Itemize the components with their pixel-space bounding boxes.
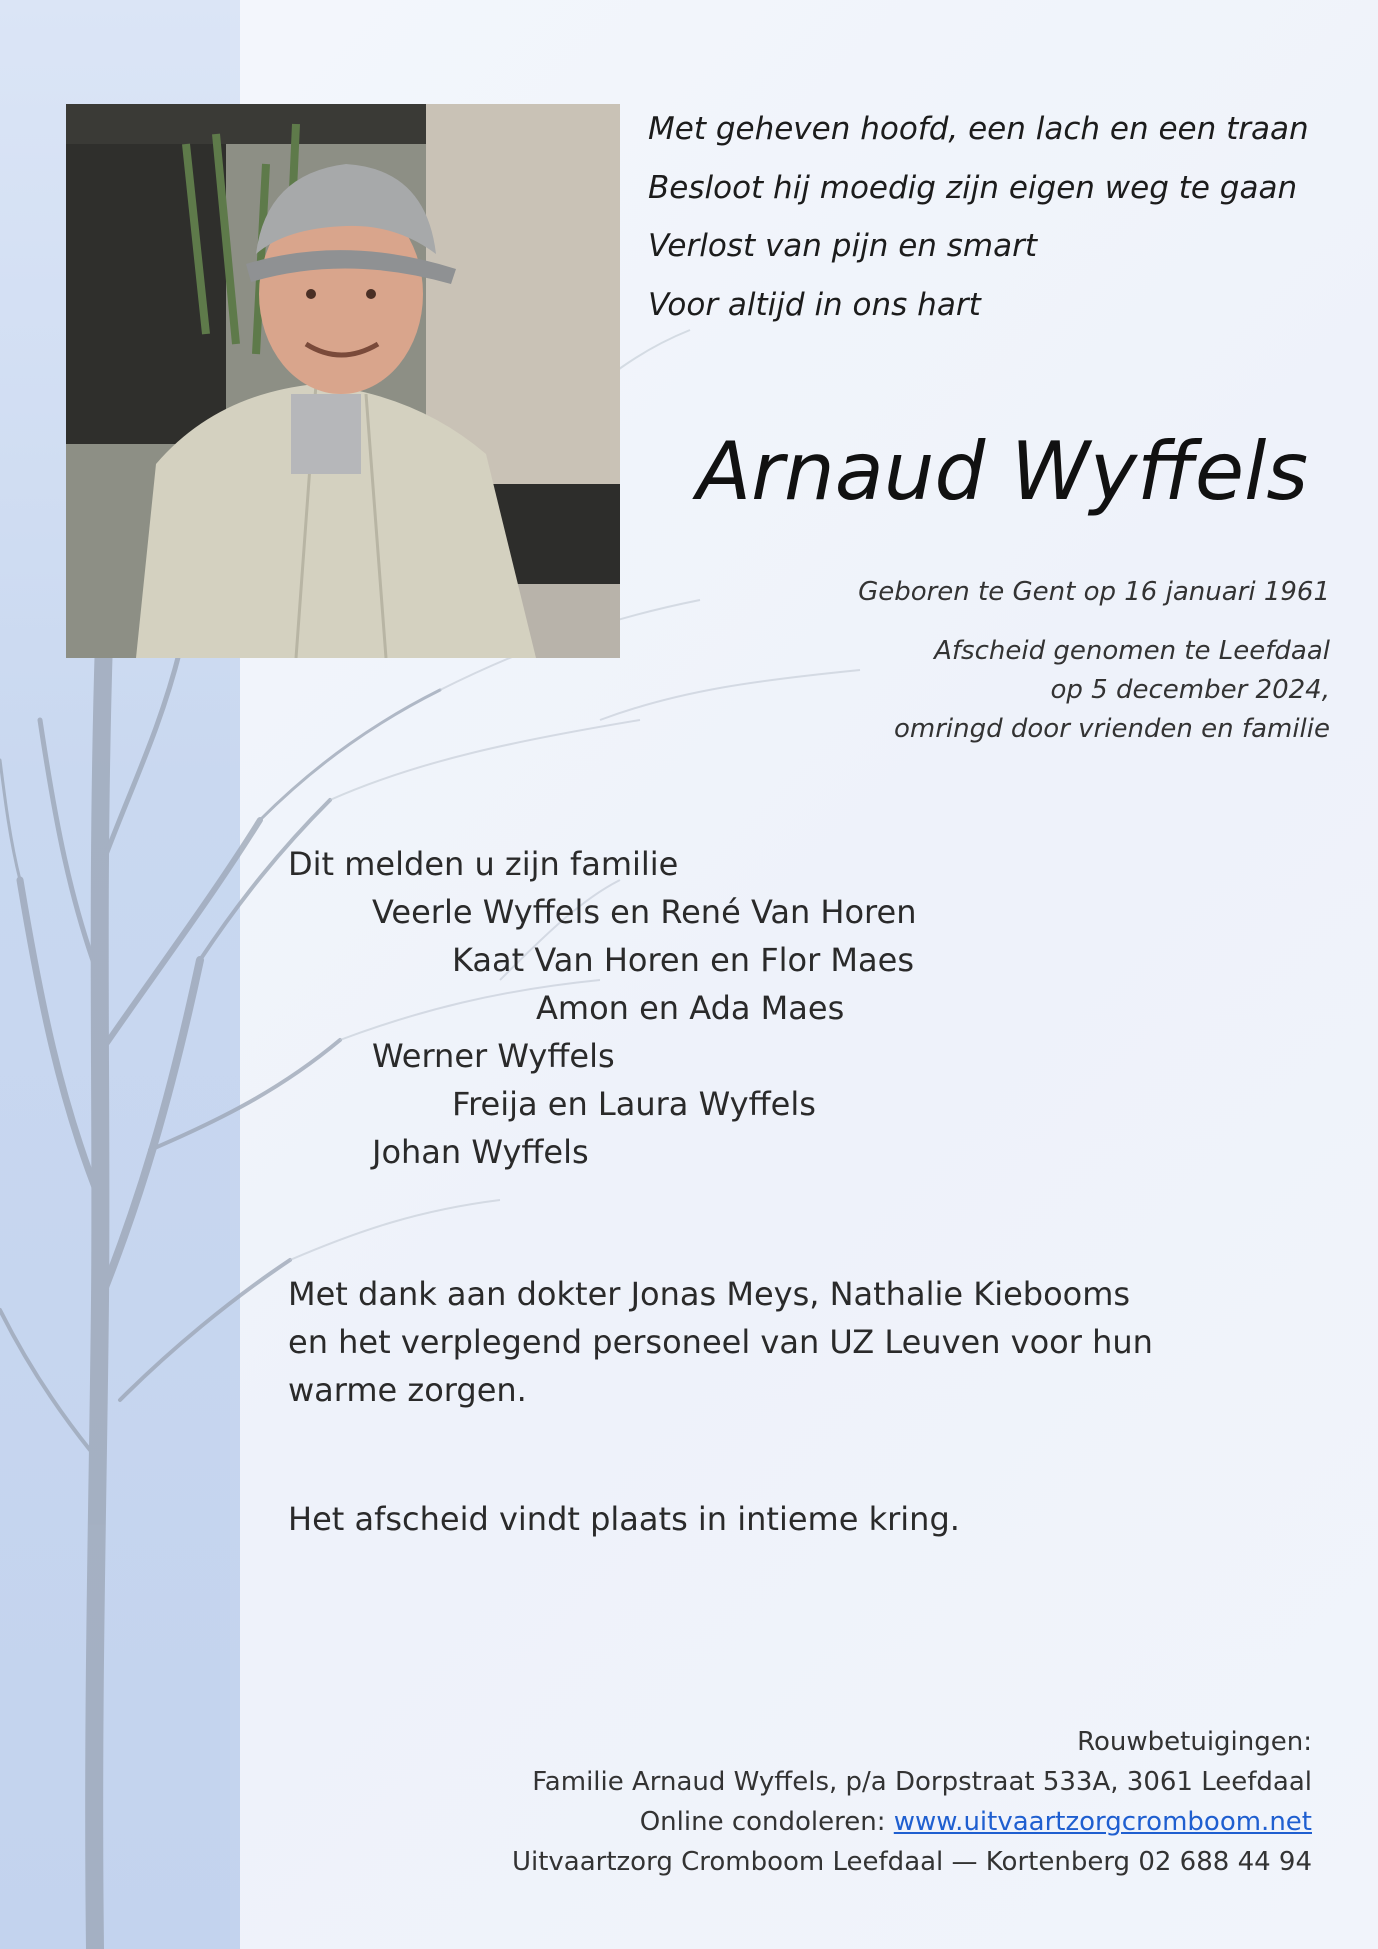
farewell-block [858,632,1330,749]
contact-heading: Rouwbetuigingen: [1077,1727,1312,1757]
life-dates [858,568,1330,749]
farewell-line: omringd door vrienden en familie [893,714,1330,744]
poem [648,100,1348,334]
contact-block [512,1722,1312,1882]
farewell-line: Afscheid genomen te Leefdaal [934,636,1330,666]
poem-line: Met geheven hoofd, een lach en een traan [648,111,1309,147]
thanks-block [288,1270,1153,1414]
family-member: Veerle Wyffels en René Van Horen [372,893,917,931]
portrait-photo [66,104,620,658]
contact-address: Familie Arnaud Wyffels, p/a Dorpstraat 533A, 3061 Leefdaal [532,1767,1312,1797]
deceased-name: Arnaud Wyffels [696,425,1308,518]
family-member: Werner Wyffels [372,1037,615,1075]
family-member: Kaat Van Horen en Flor Maes [452,941,914,979]
thanks-line: en het verplegend personeel van UZ Leuven voor hun [288,1323,1153,1361]
poem-line: Besloot hij moedig zijn eigen weg te gaan [648,169,1298,206]
online-condolence-row [512,1802,1312,1842]
family-member: Amon en Ada Maes [536,989,845,1027]
thanks-line: Met dank aan dokter Jonas Meys, Nathalie Kiebooms [288,1275,1131,1313]
condolence-link[interactable]: www.uitvaartzorgcromboom.net [893,1807,1312,1837]
poem-line: Voor altijd in ons hart [648,286,981,323]
family-intro: Dit melden u zijn familie [288,845,679,883]
ceremony-note: Het afscheid vindt plaats in intieme kring. [288,1500,960,1538]
family-list [288,840,916,1176]
undertaker-line: Uitvaartzorg Cromboom Leefdaal — Kortenberg 02 688 44 94 [511,1847,1312,1877]
family-member: Johan Wyffels [372,1133,589,1171]
poem-line: Verlost van pijn en smart [648,228,1038,264]
online-condolence-label: Online condoleren: [639,1807,886,1837]
family-member: Freija en Laura Wyffels [452,1085,816,1123]
birth-line: Geboren te Gent op 16 januari 1961 [858,577,1330,607]
farewell-line: op 5 december 2024, [1050,675,1330,705]
thanks-line: warme zorgen. [288,1371,527,1409]
